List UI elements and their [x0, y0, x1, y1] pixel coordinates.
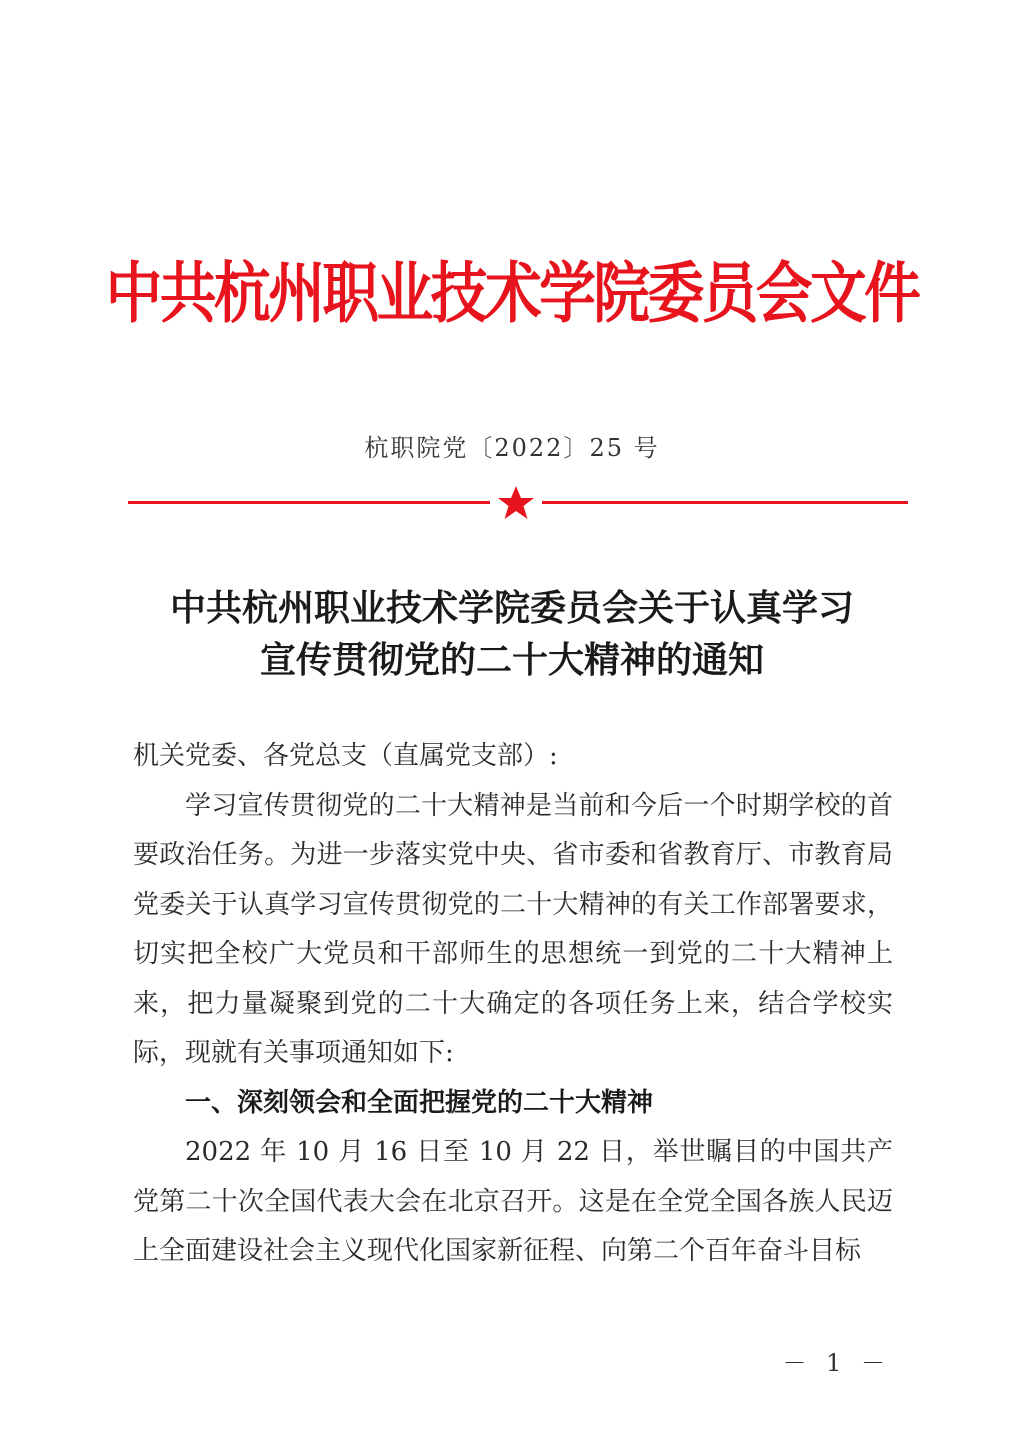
- title-line-1: 中共杭州职业技术学院委员会关于认真学习: [169, 587, 854, 629]
- document-body: [133, 732, 893, 1277]
- title-line-2: 宣传贯彻党的二十大精神的通知: [259, 639, 764, 681]
- document-title: [0, 582, 1024, 686]
- separator-line-left: [128, 501, 490, 504]
- salutation: 机关党委、各党总支（直属党支部）:: [133, 741, 558, 771]
- org-red-header: 中共杭州职业技术学院委员会文件: [105, 254, 919, 332]
- body-paragraph: 学习宣传贯彻党的二十大精神是当前和今后一个时期学校的首要政治任务。为进一步落实党中央、省市委和省教育厅、市教育局党委关于认真学习宣传贯彻党的二十大精神的有关工作部署要求，切实把全校广大党员和干部师生的思想统一到党的二十大精神上来，把力量凝聚到党的二十大确定的各项任务上来，结合学校实际，现就有关事项通知如下:: [133, 790, 893, 1068]
- body-paragraph: 2022 年 10 月 16 日至 10 月 22 日，举世瞩目的中国共产党第二十次全国代表大会在北京召开。这是在全党全国各族人民迈上全面建设社会主义现代化国家新征程、向第二个百年奋斗目标: [133, 1137, 893, 1266]
- red-separator: [128, 485, 908, 521]
- separator-line-right: [542, 501, 908, 504]
- document-number: 杭职院党〔2022〕25 号: [364, 434, 660, 462]
- page-number: － 1 －: [782, 1349, 891, 1377]
- red-star-icon: [495, 485, 537, 521]
- section-heading: 一、深刻领会和全面把握党的二十大精神: [185, 1087, 654, 1118]
